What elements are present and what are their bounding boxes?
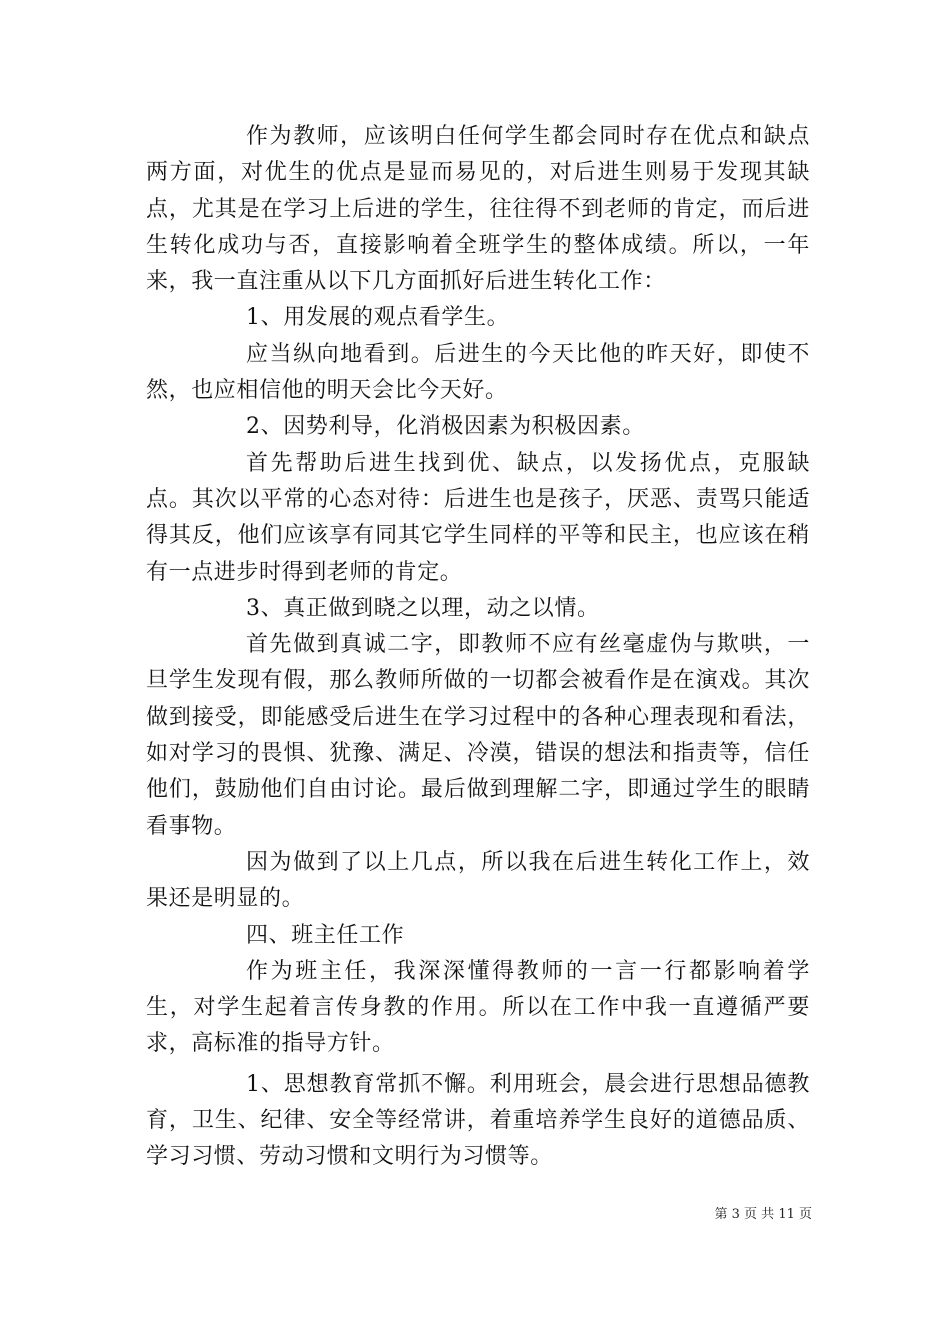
heading-item-3: 3、真正做到晓之以理，动之以情。	[246, 595, 600, 621]
paragraph-ideology-education: 1、思想教育常抓不懈。利用班会，晨会进行思想品德教育，卫生、纪律、安全等经常讲，着重培养学生良好的道德品质、学习习惯、劳动习惯和文明行为习惯等。	[146, 1071, 810, 1170]
paragraph-result: 因为做到了以上几点，所以我在后进生转化工作上，效果还是明显的。	[146, 849, 810, 912]
heading-item-1: 1、用发展的观点看学生。	[246, 305, 510, 331]
paragraph-class-teacher: 作为班主任，我深深懂得教师的一言一行都影响着学生，对学生起着言传身教的作用。所以在工作中我一直遵循严要求，高标准的指导方针。	[146, 958, 810, 1057]
document-body	[146, 119, 810, 1176]
section-heading-4: 四、班主任工作	[246, 922, 405, 948]
paragraph-intro: 作为教师，应该明白任何学生都会同时存在优点和缺点两方面，对优生的优点是显而易见的，对后进生则易于发现其缺点，尤其是在学习上后进的学生，往往得不到老师的肯定，而后进生转化成功与否，直接影响着全班学生的整体成绩。所以，一年来，我一直注重从以下几方面抓好后进生转化工作：	[146, 124, 810, 295]
heading-item-2: 2、因势利导，化消极因素为积极因素。	[246, 414, 645, 440]
paragraph-item-2: 首先帮助后进生找到优、缺点，以发扬优点，克服缺点。其次以平常的心态对待：后进生也是孩子，厌恶、责骂只能适得其反，他们应该享有同其它学生同样的平等和民主，也应该在稍有一点进步时得到老师的肯定。	[146, 450, 810, 585]
paragraph-item-1: 应当纵向地看到。后进生的今天比他的昨天好，即使不然，也应相信他的明天会比今天好。	[146, 341, 810, 404]
page-number: 第 3 页 共 11 页	[714, 1207, 812, 1222]
paragraph-item-3: 首先做到真诚二字，即教师不应有丝毫虚伪与欺哄，一旦学生发现有假，那么教师所做的一切都会被看作是在演戏。其次做到接受，即能感受后进生在学习过程中的各种心理表现和看法，如对学习的畏惧、犹豫、满足、冷漠，错误的想法和指责等，信任他们，鼓励他们自由讨论。最后做到理解二字，即通过学生的眼睛看事物。	[146, 632, 810, 839]
